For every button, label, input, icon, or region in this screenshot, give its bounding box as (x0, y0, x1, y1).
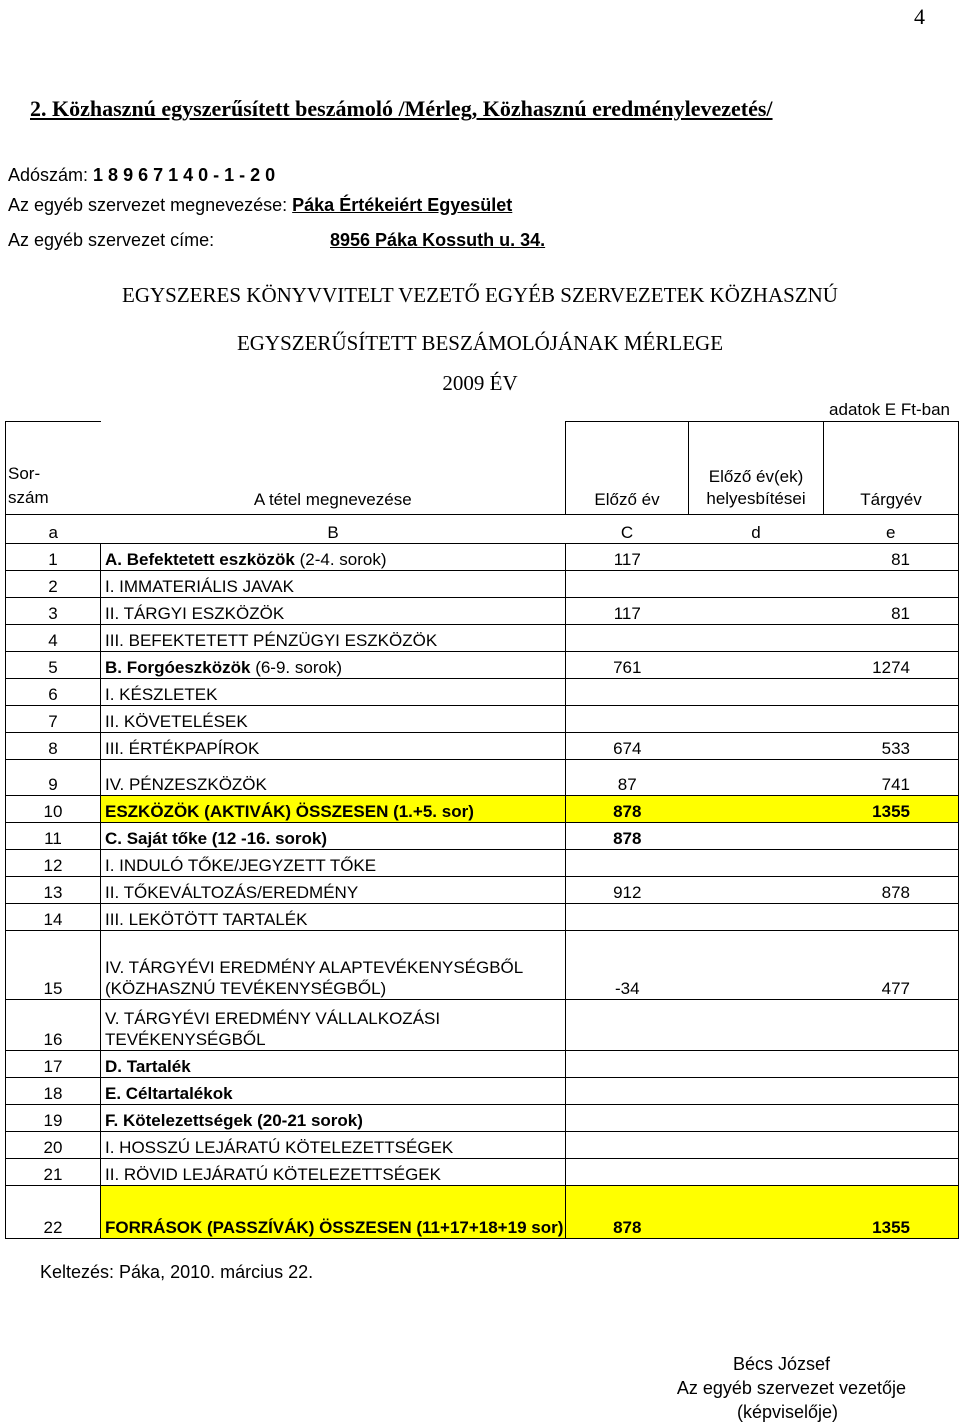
row-label: IV. PÉNZESZKÖZÖK (101, 760, 566, 796)
table-row (6, 598, 959, 625)
row-label: II. TÁRGYI ESZKÖZÖK (101, 598, 566, 625)
org-address-value: 8956 Páka Kossuth u. 34. (330, 230, 546, 250)
row-label: II. KÖVETELÉSEK (101, 706, 566, 733)
row-current-year: 477 (824, 931, 959, 1000)
row-prev-year (566, 1000, 689, 1051)
header-prev: Előző év (566, 422, 689, 515)
row-corrections (689, 706, 824, 733)
row-corrections (689, 733, 824, 760)
row-number: 13 (6, 877, 101, 904)
table-row (6, 1132, 959, 1159)
row-label: I. HOSSZÚ LEJÁRATÚ KÖTELEZETTSÉGEK (101, 1132, 566, 1159)
header-sorszam-2: szám (8, 488, 49, 507)
row-prev-year: 878 (566, 1186, 689, 1239)
heading-line-2: EGYSZERŰSÍTETT BESZÁMOLÓJÁNAK MÉRLEGE (236, 331, 724, 355)
row-prev-year (566, 1078, 689, 1105)
row-label: C. Saját tőke (12 -16. sorok) (101, 823, 566, 850)
table-header-row (6, 422, 959, 515)
row-prev-year: 878 (566, 796, 689, 823)
row-prev-year (566, 679, 689, 706)
row-prev-year (566, 571, 689, 598)
table-row (6, 1051, 959, 1078)
balance-sheet-table (5, 421, 959, 1239)
row-label: III. BEFEKTETETT PÉNZÜGYI ESZKÖZÖK (101, 625, 566, 652)
table-row (6, 1159, 959, 1186)
row-current-year: 81 (824, 598, 959, 625)
row-prev-year: 912 (566, 877, 689, 904)
table-row (6, 823, 959, 850)
header-sorszam (6, 422, 101, 515)
row-current-year: 1274 (824, 652, 959, 679)
row-number: 6 (6, 679, 101, 706)
heading-line-1: EGYSZERES KÖNYVVITELT VEZETŐ EGYÉB SZERVEZETEK KÖZHASZNÚ (122, 283, 838, 307)
row-corrections (689, 931, 824, 1000)
row-current-year (824, 1132, 959, 1159)
table-row (6, 796, 959, 823)
row-label: ESZKÖZÖK (AKTIVÁK) ÖSSZESEN (1.+5. sor) (101, 796, 566, 823)
row-number: 1 (6, 544, 101, 571)
row-label: F. Kötelezettségek (20-21 sorok) (101, 1105, 566, 1132)
header-corrections (689, 422, 824, 515)
table-row (6, 733, 959, 760)
row-label-bold: A. Befektetett eszközök (105, 550, 300, 569)
table-row (6, 706, 959, 733)
row-label: III. ÉRTÉKPAPÍROK (101, 733, 566, 760)
row-current-year: 1355 (824, 1186, 959, 1239)
row-current-year (824, 706, 959, 733)
tax-number-line (8, 165, 275, 186)
row-corrections (689, 544, 824, 571)
row-number: 9 (6, 760, 101, 796)
header-corrections-2: helyesbítései (706, 489, 806, 508)
row-label: I. KÉSZLETEK (101, 679, 566, 706)
table-row (6, 625, 959, 652)
row-prev-year: 117 (566, 544, 689, 571)
row-prev-year: 117 (566, 598, 689, 625)
signer-role: Az egyéb szervezet vezetője (676, 1378, 906, 1398)
row-prev-year (566, 1132, 689, 1159)
signer-role-paren: (képviselője) (736, 1402, 838, 1422)
row-current-year: 533 (824, 733, 959, 760)
row-label: I. INDULÓ TŐKE/JEGYZETT TŐKE (101, 850, 566, 877)
row-current-year: 1355 (824, 796, 959, 823)
row-label: V. TÁRGYÉVI EREDMÉNY VÁLLALKOZÁSI TEVÉKENYSÉGBŐL (101, 1000, 566, 1051)
row-label: I. IMMATERIÁLIS JAVAK (101, 571, 566, 598)
org-name-value: Páka Értékeiért Egyesület (292, 195, 513, 215)
row-number: 14 (6, 904, 101, 931)
letter-e: e (824, 515, 959, 544)
table-row (6, 931, 959, 1000)
row-current-year (824, 571, 959, 598)
table-row (6, 652, 959, 679)
table-row (6, 679, 959, 706)
letter-a: a (6, 515, 101, 544)
header-name: A tétel megnevezése (253, 490, 412, 509)
footer-date: Keltezés: Páka, 2010. március 22. (40, 1262, 314, 1282)
row-prev-year: 87 (566, 760, 689, 796)
row-label: IV. TÁRGYÉVI EREDMÉNY ALAPTEVÉKENYSÉGBŐL (KÖZHASZNÚ TEVÉKENYSÉGBŐL) (101, 931, 566, 1000)
table-row (6, 1105, 959, 1132)
org-name-line (8, 195, 512, 216)
row-current-year (824, 625, 959, 652)
letter-c: C (566, 515, 689, 544)
row-prev-year (566, 904, 689, 931)
row-current-year (824, 1051, 959, 1078)
row-number: 10 (6, 796, 101, 823)
row-label: II. RÖVID LEJÁRATÚ KÖTELEZETTSÉGEK (101, 1159, 566, 1186)
row-prev-year (566, 1051, 689, 1078)
row-prev-year (566, 850, 689, 877)
row-number: 11 (6, 823, 101, 850)
org-address-line (8, 230, 214, 251)
row-label: FORRÁSOK (PASSZÍVÁK) ÖSSZESEN (11+17+18+19 sor) (101, 1186, 566, 1239)
row-number: 4 (6, 625, 101, 652)
table-row (6, 850, 959, 877)
row-corrections (689, 1159, 824, 1186)
row-current-year (824, 850, 959, 877)
table-row (6, 877, 959, 904)
row-corrections (689, 796, 824, 823)
letter-d: d (689, 515, 824, 544)
row-prev-year: -34 (566, 931, 689, 1000)
row-number: 12 (6, 850, 101, 877)
row-corrections (689, 1105, 824, 1132)
row-number: 22 (6, 1186, 101, 1239)
tax-number-value: 1 8 9 6 7 1 4 0 - 1 - 2 0 (93, 165, 276, 185)
table-row (6, 571, 959, 598)
row-number: 5 (6, 652, 101, 679)
row-corrections (689, 1132, 824, 1159)
row-corrections (689, 904, 824, 931)
row-corrections (689, 571, 824, 598)
row-prev-year (566, 706, 689, 733)
row-current-year (824, 1000, 959, 1051)
row-corrections (689, 760, 824, 796)
row-corrections (689, 625, 824, 652)
row-current-year (824, 679, 959, 706)
table-row (6, 1078, 959, 1105)
table-row (6, 1000, 959, 1051)
org-address-label: Az egyéb szervezet címe: (8, 230, 215, 250)
row-current-year (824, 823, 959, 850)
letter-b: B (101, 515, 566, 544)
row-current-year (824, 1105, 959, 1132)
row-number: 20 (6, 1132, 101, 1159)
row-label-bold: B. Forgóeszközök (105, 658, 256, 677)
row-prev-year: 674 (566, 733, 689, 760)
row-label: III. LEKÖTÖTT TARTALÉK (101, 904, 566, 931)
table-letters-row (6, 515, 959, 544)
row-current-year: 878 (824, 877, 959, 904)
row-label: A. Befektetett eszközök (2-4. sorok) (101, 544, 566, 571)
org-name-label: Az egyéb szervezet megnevezése: (8, 195, 293, 215)
row-number: 19 (6, 1105, 101, 1132)
row-corrections (689, 1051, 824, 1078)
header-sorszam-1: Sor- (8, 464, 41, 483)
row-corrections (689, 1000, 824, 1051)
row-current-year (824, 1159, 959, 1186)
row-corrections (689, 598, 824, 625)
row-label: B. Forgóeszközök (6-9. sorok) (101, 652, 566, 679)
units-note: adatok E Ft-ban (829, 400, 950, 419)
row-corrections (689, 679, 824, 706)
row-number: 16 (6, 1000, 101, 1051)
signer-name: Bécs József (732, 1354, 830, 1374)
row-corrections (689, 1186, 824, 1239)
row-prev-year (566, 625, 689, 652)
row-label: II. TŐKEVÁLTOZÁS/EREDMÉNY (101, 877, 566, 904)
row-label: D. Tartalék (101, 1051, 566, 1078)
row-prev-year: 878 (566, 823, 689, 850)
row-number: 15 (6, 931, 101, 1000)
table-row (6, 1186, 959, 1239)
row-number: 8 (6, 733, 101, 760)
page-number: 4 (914, 4, 925, 29)
row-corrections (689, 877, 824, 904)
row-current-year (824, 904, 959, 931)
row-number: 7 (6, 706, 101, 733)
section-title: 2. Közhasznú egyszerűsített beszámoló /Mérleg, Közhasznú eredménylevezetés/ (30, 96, 773, 121)
tax-number-label: Adószám: (8, 165, 94, 185)
row-number: 17 (6, 1051, 101, 1078)
table-row (6, 544, 959, 571)
row-current-year (824, 1078, 959, 1105)
row-corrections (689, 850, 824, 877)
heading-year: 2009 ÉV (442, 371, 518, 395)
table-row (6, 904, 959, 931)
row-corrections (689, 823, 824, 850)
row-number: 21 (6, 1159, 101, 1186)
header-curr: Tárgyév (824, 422, 959, 515)
row-number: 18 (6, 1078, 101, 1105)
org-address-value-wrap (330, 230, 545, 251)
table-row (6, 760, 959, 796)
row-corrections (689, 1078, 824, 1105)
row-label: E. Céltartalékok (101, 1078, 566, 1105)
row-number: 2 (6, 571, 101, 598)
row-prev-year (566, 1105, 689, 1132)
row-current-year: 741 (824, 760, 959, 796)
header-corrections-1: Előző év(ek) (708, 467, 804, 486)
row-prev-year (566, 1159, 689, 1186)
row-prev-year: 761 (566, 652, 689, 679)
row-number: 3 (6, 598, 101, 625)
row-corrections (689, 652, 824, 679)
row-current-year: 81 (824, 544, 959, 571)
